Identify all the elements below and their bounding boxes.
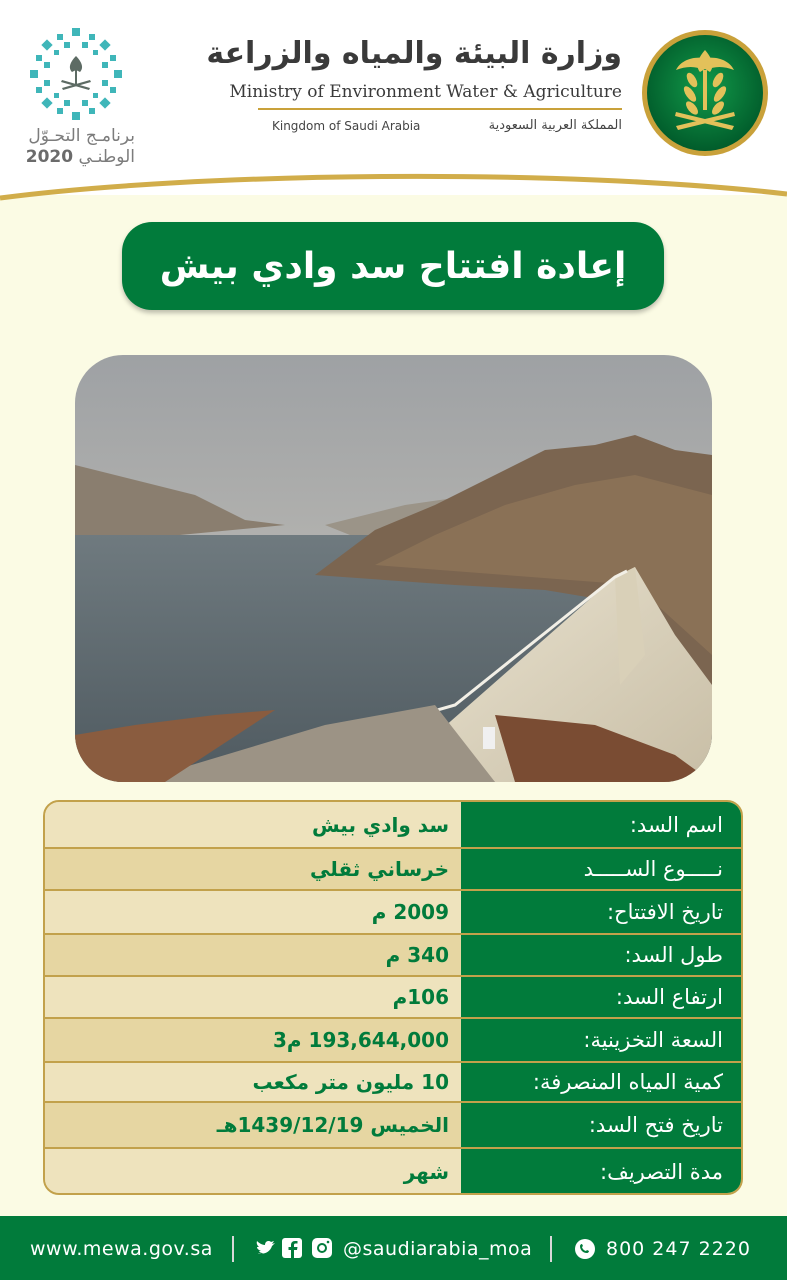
- info-row-capacity: [45, 1019, 741, 1061]
- info-row-dam-type: [45, 849, 741, 889]
- info-value: 10 مليون متر مكعب: [45, 1063, 461, 1101]
- vision-year: 2020: [25, 147, 74, 167]
- info-row-opening-date: [45, 891, 741, 933]
- vision-2020-logo-icon: [26, 24, 126, 124]
- info-value: 106م: [45, 977, 461, 1017]
- info-row-open-date: [45, 1103, 741, 1147]
- instagram-icon[interactable]: [312, 1238, 332, 1258]
- info-value: 340 م: [45, 935, 461, 975]
- info-value: 193,644,000 م3: [45, 1019, 461, 1061]
- dam-photo: [75, 355, 712, 782]
- footer-divider: [232, 1236, 234, 1262]
- info-label: اسم السد:: [461, 802, 741, 847]
- info-value: سد وادي بيش: [45, 802, 461, 847]
- page-title: إعادة افتتاح سد وادي بيش: [159, 245, 627, 287]
- social-handle[interactable]: @saudiarabia_moa: [343, 1238, 533, 1260]
- website-link[interactable]: www.mewa.gov.sa: [30, 1238, 213, 1260]
- info-row-height: [45, 977, 741, 1017]
- info-row-dam-name: [45, 802, 741, 847]
- header: [0, 0, 787, 195]
- kingdom-name-arabic: المملكة العربية السعودية: [488, 118, 622, 133]
- info-label: طول السد:: [461, 935, 741, 975]
- facebook-icon[interactable]: [282, 1238, 302, 1258]
- ministry-divider: [258, 108, 622, 110]
- info-label: السعة التخزينية:: [461, 1019, 741, 1061]
- twitter-icon[interactable]: [257, 1241, 275, 1254]
- info-value: الخميس 1439/12/19هـ: [45, 1103, 461, 1147]
- info-label: تاريخ الافتتاح:: [461, 891, 741, 933]
- info-label: نـــــوع الســـــد: [461, 849, 741, 889]
- info-value: 2009 م: [45, 891, 461, 933]
- phone-number[interactable]: 800 247 2220: [606, 1238, 751, 1260]
- info-label: مدة التصريف:: [461, 1149, 741, 1195]
- info-value: خرساني ثقلي: [45, 849, 461, 889]
- header-gold-wave: [0, 168, 787, 218]
- ministry-name-arabic: وزارة البيئة والمياه والزراعة: [206, 36, 622, 71]
- vision-program-text: برنامـج التحـوّل: [28, 126, 135, 146]
- vision-national-text: [10, 147, 135, 167]
- title-banner: [122, 222, 664, 310]
- dam-info-table: [43, 800, 743, 1195]
- info-value: شهر: [45, 1149, 461, 1195]
- phone-icon: [574, 1238, 596, 1260]
- social-icons: [256, 1237, 336, 1259]
- footer-divider: [550, 1236, 552, 1262]
- vision-national-word: الوطنـي: [78, 147, 135, 167]
- info-row-length: [45, 935, 741, 975]
- ministry-emblem-icon: [640, 28, 770, 158]
- kingdom-name-english: Kingdom of Saudi Arabia: [272, 119, 421, 133]
- info-label: تاريخ فتح السد:: [461, 1103, 741, 1147]
- info-row-duration: [45, 1149, 741, 1195]
- info-label: ارتفاع السد:: [461, 977, 741, 1017]
- ministry-name-english: Ministry of Environment Water & Agriculture: [229, 82, 622, 102]
- info-row-discharge: [45, 1063, 741, 1101]
- info-label: كمية المياه المنصرفة:: [461, 1063, 741, 1101]
- footer: [0, 1216, 787, 1280]
